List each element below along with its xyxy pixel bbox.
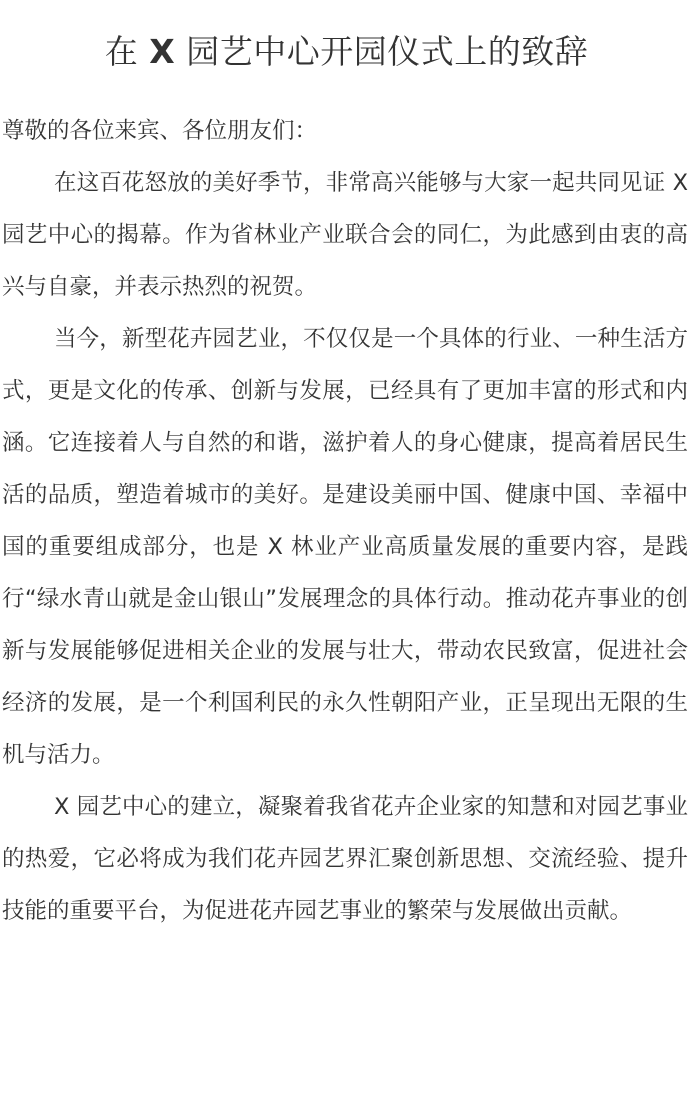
title-prefix: 在 [104,32,150,71]
salutation: 尊敬的各位来宾、各位朋友们： [2,118,318,144]
title-strong: X [149,32,176,71]
paragraph-3: X 园艺中心的建立，凝聚着我省花卉企业家的知慧和对园艺事业的热爱，它必将成为我们花卉园艺界汇聚创新思想、交流经验、提升技能的重要平台，为促进花卉园艺事业的繁荣与发展做出贡献。 [2,794,688,924]
document-title [0,28,693,76]
document-body [2,105,688,937]
paragraph-1: 在这百花怒放的美好季节，非常高兴能够与大家一起共同见证 X 园艺中心的揭幕。作为省林业产业联合会的同仁，为此感到由衷的高兴与自豪，并表示热烈的祝贺。 [2,170,688,300]
paragraph-2: 当今，新型花卉园艺业，不仅仅是一个具体的行业、一种生活方式，更是文化的传承、创新与发展，已经具有了更加丰富的形式和内涵。它连接着人与自然的和谐，滋护着人的身心健康，提高着居民生活的品质，塑造着城市的美好。是建设美丽中国、健康中国、幸福中国的重要组成部分，也是 X 林业产业高质量发展的重要内容，是践行“绿水青山就是金山银山”发展理念的具体行动。推动花卉事业的创新与发展能够促进相关企业的发展与壮大，带动农民致富，促进社会经济的发展，是一个利国利民的永久性朝阳产业，正呈现出无限的生机与活力。 [2,326,688,768]
title-suffix: 园艺中心开园仪式上的致辞 [175,32,589,71]
